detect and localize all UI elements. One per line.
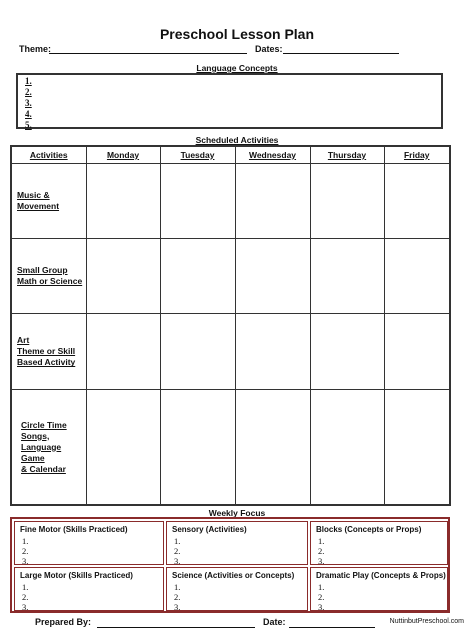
focus-cell-dramatic-play[interactable] <box>310 567 448 611</box>
focus-cell-title: Large Motor (Skills Practiced) <box>20 571 133 580</box>
schedule-cell[interactable] <box>160 390 235 505</box>
activity-label <box>11 314 86 390</box>
schedule-cell[interactable] <box>310 163 384 238</box>
schedule-cell[interactable] <box>310 314 384 390</box>
column-header-friday: Friday <box>384 146 450 163</box>
schedule-cell[interactable] <box>235 238 310 313</box>
weekly-focus-heading: Weekly Focus <box>208 508 266 518</box>
focus-item: 2. <box>22 592 29 602</box>
table-row <box>11 314 450 390</box>
activity-label-line: Art <box>17 335 30 346</box>
focus-item: 1. <box>318 582 325 592</box>
schedule-cell[interactable] <box>384 238 450 313</box>
column-header-thursday: Thursday <box>310 146 384 163</box>
prepared-by-line[interactable] <box>97 627 255 628</box>
focus-cell-sensory[interactable] <box>166 521 308 565</box>
focus-cell-title: Science (Activities or Concepts) <box>172 571 295 580</box>
date-label: Date: <box>263 617 286 627</box>
focus-item: 1. <box>22 582 29 592</box>
schedule-cell[interactable] <box>86 238 160 313</box>
scheduled-activities-heading: Scheduled Activities <box>195 135 279 145</box>
focus-item: 2. <box>22 546 29 556</box>
footer-url: NuttinbutPreschool.com <box>389 618 464 625</box>
schedule-cell[interactable] <box>86 390 160 505</box>
focus-item: 1. <box>174 536 181 546</box>
focus-cell-science[interactable] <box>166 567 308 611</box>
table-row <box>11 390 450 505</box>
dates-line[interactable] <box>283 53 399 54</box>
focus-item: 3. <box>22 556 29 566</box>
schedule-cell[interactable] <box>235 163 310 238</box>
activity-label <box>11 390 86 505</box>
focus-cell-title: Blocks (Concepts or Props) <box>316 525 422 534</box>
focus-cell-large-motor[interactable] <box>14 567 164 611</box>
focus-item: 3. <box>174 602 181 612</box>
focus-item: 3. <box>22 602 29 612</box>
focus-cell-fine-motor[interactable] <box>14 521 164 565</box>
schedule-cell[interactable] <box>86 314 160 390</box>
schedule-cell[interactable] <box>310 238 384 313</box>
activity-label-line: Music & <box>17 189 50 200</box>
activity-label-line: Theme or Skill <box>17 346 76 357</box>
language-concepts-heading: Language Concepts <box>196 63 278 73</box>
theme-label: Theme: <box>19 44 52 54</box>
prepared-by-label: Prepared By: <box>35 617 92 627</box>
schedule-cell[interactable] <box>160 238 235 313</box>
date-line[interactable] <box>289 627 375 628</box>
focus-item: 3. <box>174 556 181 566</box>
activity-label-line: Movement <box>17 200 60 211</box>
table-row <box>11 238 450 313</box>
schedule-cell[interactable] <box>310 390 384 505</box>
focus-item: 3. <box>318 556 325 566</box>
focus-cell-title: Sensory (Activities) <box>172 525 247 534</box>
activity-label-line: Based Activity <box>17 357 76 368</box>
schedule-cell[interactable] <box>384 390 450 505</box>
activity-label-line: Game <box>21 452 45 463</box>
language-item[interactable]: 3. <box>25 98 32 108</box>
activity-label-line: Circle Time <box>21 419 67 430</box>
focus-item: 1. <box>174 582 181 592</box>
schedule-cell[interactable] <box>235 390 310 505</box>
focus-item: 2. <box>318 592 325 602</box>
activity-label-line: Songs, <box>21 430 50 441</box>
focus-item: 2. <box>174 546 181 556</box>
column-header-tuesday: Tuesday <box>160 146 235 163</box>
schedule-cell[interactable] <box>235 314 310 390</box>
focus-cell-blocks[interactable] <box>310 521 448 565</box>
weekly-focus-box <box>10 517 450 613</box>
language-item[interactable]: 2. <box>25 87 32 97</box>
focus-item: 2. <box>318 546 325 556</box>
focus-item: 2. <box>174 592 181 602</box>
schedule-table <box>10 145 451 506</box>
schedule-cell[interactable] <box>160 314 235 390</box>
focus-cell-title: Fine Motor (Skills Practiced) <box>20 525 128 534</box>
focus-item: 1. <box>22 536 29 546</box>
table-row <box>11 163 450 238</box>
activity-label-line: Math or Science <box>17 276 83 287</box>
focus-item: 1. <box>318 536 325 546</box>
focus-item: 3. <box>318 602 325 612</box>
column-header-monday: Monday <box>86 146 160 163</box>
activity-label-line: & Calendar <box>21 463 66 474</box>
focus-cell-title: Dramatic Play (Concepts & Props) <box>316 571 446 580</box>
schedule-cell[interactable] <box>160 163 235 238</box>
activity-label-line: Small Group <box>17 265 68 276</box>
activity-label-line: Language <box>21 441 62 452</box>
language-item[interactable]: 1. <box>25 76 32 86</box>
theme-line[interactable] <box>49 53 247 54</box>
activity-label <box>11 238 86 313</box>
schedule-cell[interactable] <box>86 163 160 238</box>
language-item[interactable]: 4. <box>25 109 32 119</box>
page-title: Preschool Lesson Plan <box>159 26 315 42</box>
schedule-header-row <box>11 146 450 163</box>
schedule-cell[interactable] <box>384 314 450 390</box>
column-header-activities: Activities <box>11 146 86 163</box>
dates-label: Dates: <box>255 44 283 54</box>
schedule-cell[interactable] <box>384 163 450 238</box>
language-item[interactable]: 5. <box>25 120 32 130</box>
activity-label <box>11 163 86 238</box>
column-header-wednesday: Wednesday <box>235 146 310 163</box>
language-concepts-box <box>16 73 443 129</box>
